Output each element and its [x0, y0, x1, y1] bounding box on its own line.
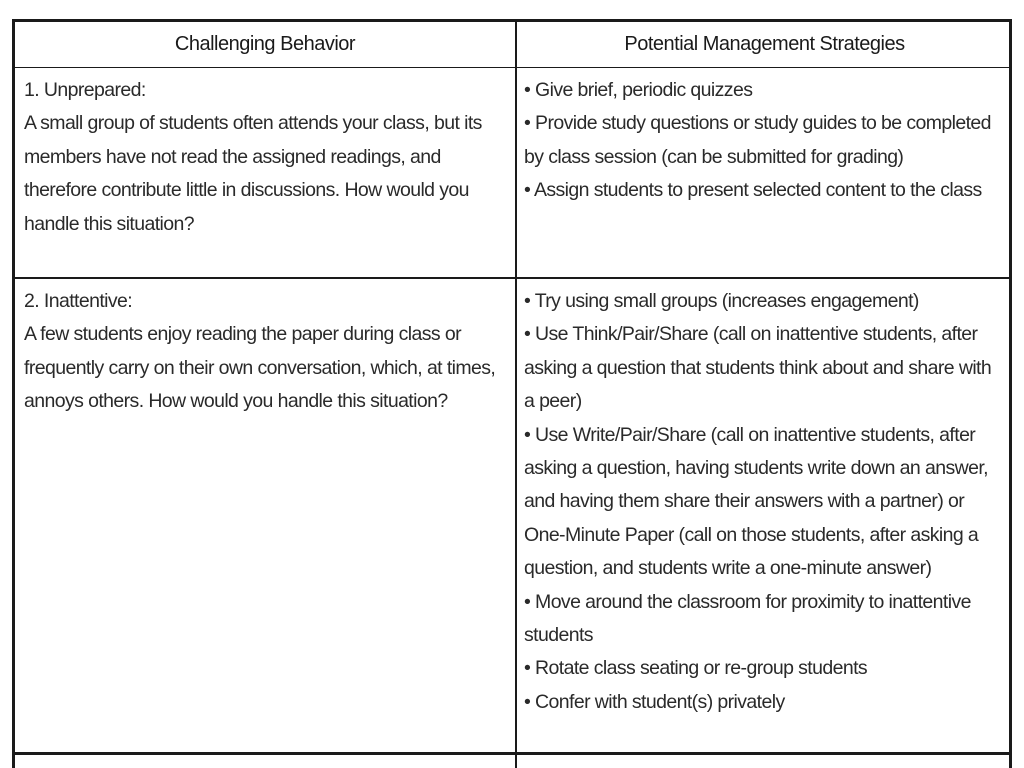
table-row-2-strategies: [524, 285, 1006, 719]
behavior-description: A small group of students often attends your class, but its members have not read the assigned readings, and therefore contribute little in discussions. How would you handle this situation?: [24, 112, 482, 235]
behavior-description: A few students enjoy reading the paper during class or frequently carry on their own conversation, which, at times, annoys others. How would you handle this situation?: [24, 323, 496, 413]
behavior-title: 2. Inattentive:: [24, 290, 133, 312]
column-header-strategies: Potential Management Strategies: [624, 33, 905, 55]
behavior-title: 1. Unprepared:: [24, 79, 146, 101]
table-row-1-strategies: [524, 74, 1006, 208]
header-row-divider: [15, 67, 1009, 68]
strategy-item: • Confer with student(s) privately: [524, 690, 785, 713]
strategy-item: • Try using small groups (increases engagement): [524, 290, 919, 312]
strategy-item: • Assign students to present selected content to the class: [524, 179, 982, 202]
table-row-2-behavior: [24, 285, 504, 419]
strategy-item: • Give brief, periodic quizzes: [524, 79, 753, 101]
strategy-item: • Provide study questions or study guides to be completed by class session (can be submitted for grading): [524, 112, 991, 168]
behavior-strategies-table: [12, 19, 1012, 768]
row-divider: [15, 277, 1009, 279]
table-row-1-behavior: [24, 74, 504, 241]
strategy-item: • Use Write/Pair/Share (call on inattentive students, after asking a question, having students write down an answer, and having them share their answers with a partner) or One-Minute Paper (call on those students, after asking a question, and students write a one-minute answer): [524, 423, 988, 580]
strategy-item: • Rotate class seating or re-group students: [524, 657, 868, 680]
row-divider: [15, 752, 1009, 755]
column-divider: [515, 22, 517, 768]
column-header-behavior: Challenging Behavior: [174, 33, 356, 55]
strategy-item: • Move around the classroom for proximity to inattentive students: [524, 590, 971, 647]
strategy-item: • Use Think/Pair/Share (call on inattentive students, after asking a question that students think about and share with a peer): [524, 323, 992, 413]
